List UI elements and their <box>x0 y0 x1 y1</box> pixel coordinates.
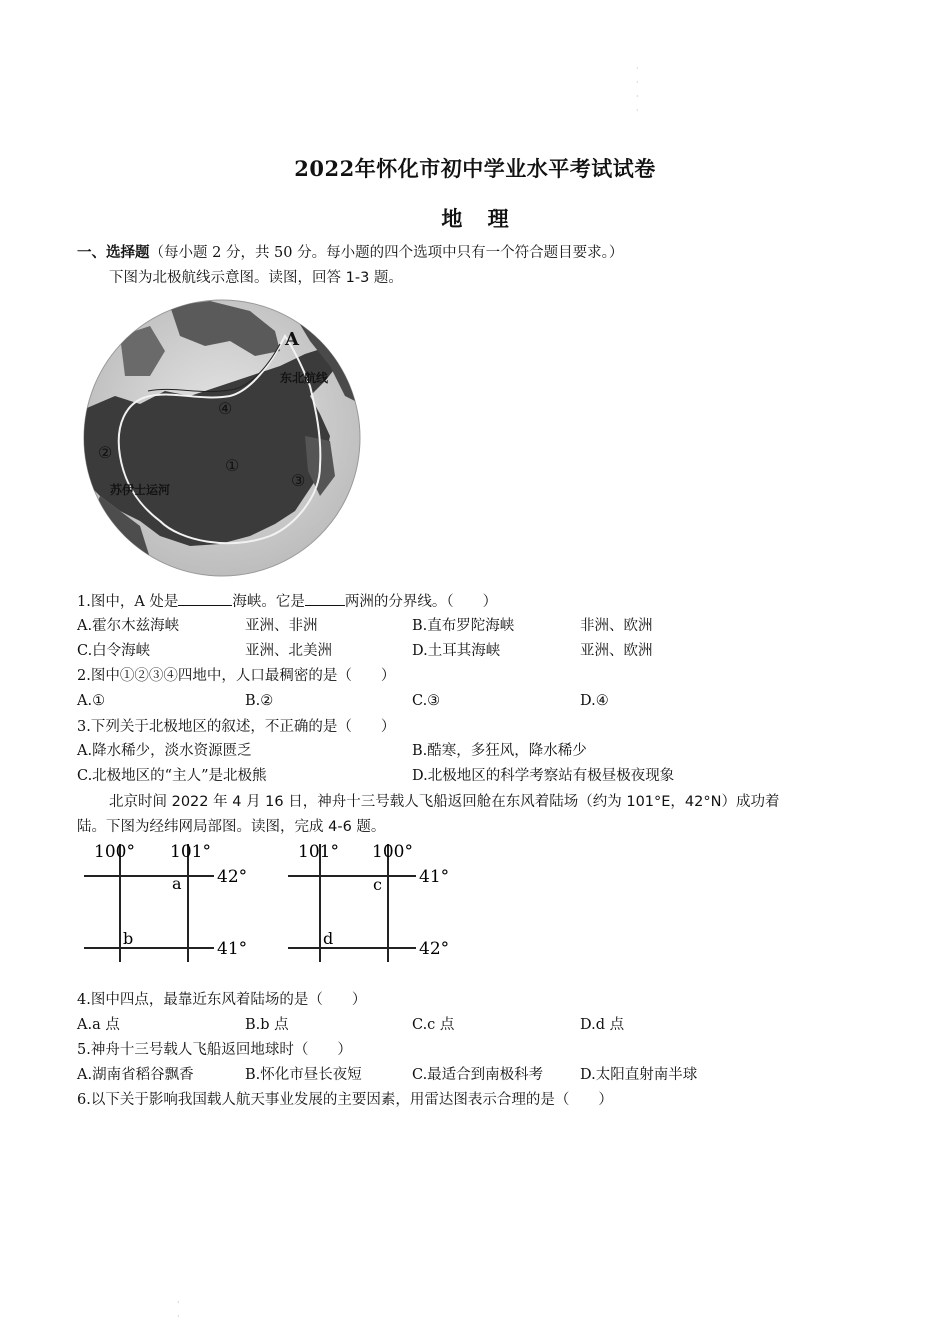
left-lon-label-2: 101° <box>170 842 211 862</box>
left-lat-label-top: 42° <box>217 867 248 887</box>
right-lat-label-top: 41° <box>419 867 450 887</box>
q3-option-a[interactable]: A.降水稀少，淡水资源匮乏 <box>77 743 252 759</box>
q1-option-c-continents: 亚洲、北美洲 <box>245 643 332 659</box>
q5-option-b[interactable]: B.怀化市昼长夜短 <box>245 1067 362 1083</box>
q3-option-d[interactable]: D.北极地区的科学考察站有极昼极夜现象 <box>412 768 675 784</box>
q5-option-a[interactable]: A.湖南省稻谷飘香 <box>77 1067 194 1083</box>
arctic-route-map <box>80 296 365 586</box>
map-label-northeast-route: 东北航线 <box>280 371 329 385</box>
q1-option-d[interactable]: D.土耳其海峡 <box>412 643 501 659</box>
left-point-b: b <box>123 929 134 948</box>
map-label-2: ② <box>98 443 113 462</box>
map-label-3: ③ <box>291 471 306 490</box>
q1-blank-continents <box>305 591 345 606</box>
q4-option-c[interactable]: C.c 点 <box>412 1017 455 1033</box>
q4-stem: 4.图中四点，最靠近东风着陆场的是（ ） <box>77 992 367 1008</box>
left-lat-label-bottom: 41° <box>217 939 248 959</box>
section-label: 一、选择题 <box>77 244 150 261</box>
intro-1-3: 下图为北极航线示意图。读图，回答 1-3 题。 <box>109 270 403 286</box>
q2-option-d[interactable]: D.④ <box>580 693 609 709</box>
q4-option-b[interactable]: B.b 点 <box>245 1017 289 1033</box>
right-lon-label-2: 100° <box>372 842 413 862</box>
q3-option-c[interactable]: C.北极地区的“主人”是北极熊 <box>77 768 267 784</box>
q3-stem: 3.下列关于北极地区的叙述，不正确的是（ ） <box>77 719 396 735</box>
intro-4-6-line2: 陆。下图为经纬网局部图。读图，完成 4-6 题。 <box>77 819 386 835</box>
left-lon-label-1: 100° <box>94 842 135 862</box>
q1-option-a-continents: 亚洲、非洲 <box>245 618 318 634</box>
section-heading <box>77 243 623 263</box>
exam-title: 2022年怀化市初中学业水平考试试卷 <box>294 156 656 181</box>
q5-option-d[interactable]: D.太阳直射南半球 <box>580 1067 698 1083</box>
intro-4-6-line1: 北京时间 2022 年 4 月 16 日，神舟十三号载人飞船返回舱在东风着陆场（约为 101°E，42°N）成功着 <box>109 794 780 810</box>
q1-blank-strait <box>178 591 232 606</box>
q1-option-d-continents: 亚洲、欧洲 <box>580 643 653 659</box>
q4-option-d[interactable]: D.d 点 <box>580 1017 625 1033</box>
right-point-d: d <box>323 929 334 948</box>
q2-option-b[interactable]: B.② <box>245 693 274 709</box>
q5-stem: 5.神舟十三号载人飞船返回地球时（ ） <box>77 1042 352 1058</box>
map-label-suez: 苏伊士运河 <box>110 483 171 497</box>
q1-stem: 1.图中，A 处是 海峡。它是 两洲的分界线。（ ） <box>77 591 497 612</box>
right-lon-label-1: 101° <box>298 842 339 862</box>
q6-stem: 6.以下关于影响我国载人航天事业发展的主要因素，用雷达图表示合理的是（ ） <box>77 1092 613 1108</box>
map-label-4: ④ <box>218 399 233 418</box>
subject-title: 地 理 <box>441 206 509 231</box>
q4-option-a[interactable]: A.a 点 <box>77 1017 120 1033</box>
scan-marks-bottom: · · <box>177 1298 180 1321</box>
q2-stem: 2.图中①②③④四地中，人口最稠密的是（ ） <box>77 668 396 684</box>
q3-option-b[interactable]: B.酷寒，多狂风，降水稀少 <box>412 743 587 759</box>
section-note: （每小题 2 分，共 50 分。每小题的四个选项中只有一个符合题目要求。） <box>149 245 624 261</box>
q2-option-a[interactable]: A.① <box>77 693 106 709</box>
q1-option-b-continents: 非洲、欧洲 <box>580 618 653 634</box>
map-label-a: A <box>285 329 299 350</box>
left-point-a: a <box>172 874 182 893</box>
q2-option-c[interactable]: C.③ <box>412 693 441 709</box>
q1-option-b[interactable]: B.直布罗陀海峡 <box>412 618 515 634</box>
right-point-c: c <box>373 875 382 894</box>
latlon-grid-left <box>84 840 264 965</box>
q1-option-c[interactable]: C.白令海峡 <box>77 643 151 659</box>
latlon-grid-right <box>288 840 468 965</box>
q5-option-c[interactable]: C.最适合到南极科考 <box>412 1067 544 1083</box>
map-label-1: ① <box>225 456 240 475</box>
q1-option-a[interactable]: A.霍尔木兹海峡 <box>77 618 180 634</box>
scan-marks: · · · · <box>636 64 639 115</box>
right-lat-label-bottom: 42° <box>419 939 450 959</box>
